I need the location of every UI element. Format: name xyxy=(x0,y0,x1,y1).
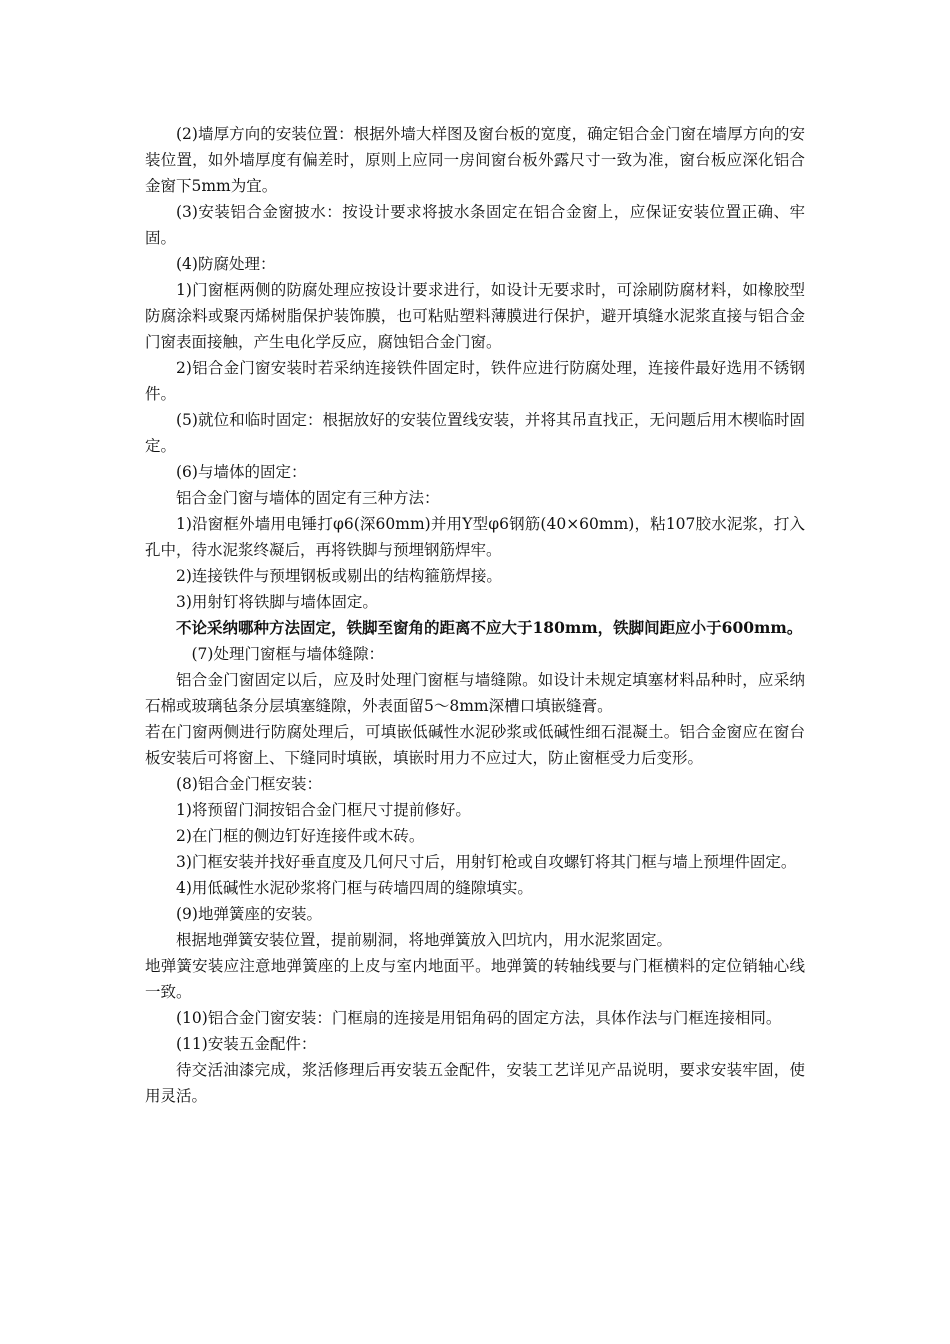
paragraph: 待交活油漆完成，浆活修理后再安装五金配件，安装工艺详见产品说明，要求安装牢固，使用灵活。 xyxy=(145,1061,805,1105)
paragraph: 铝合金门窗与墙体的固定有三种方法： xyxy=(176,489,440,507)
paragraph-emphasis: 不论采纳哪种方法固定，铁脚至窗角的距离不应大于180mm，铁脚间距应小于600mm。 xyxy=(176,618,803,637)
paragraph: 1)将预留门洞按铝合金门框尺寸提前修好。 xyxy=(176,801,471,819)
paragraph: 1)门窗框两侧的防腐处理应按设计要求进行，如设计无要求时，可涂刷防腐材料，如橡胶型防腐涂料或聚丙烯树脂保护装饰膜，也可粘贴塑料薄膜进行保护，避开填缝水泥浆直接与铝合金门窗表面接触，产生电化学反应，腐蚀铝合金门窗。 xyxy=(145,281,805,351)
paragraph: (7)处理门窗框与墙体缝隙： xyxy=(191,645,384,663)
paragraph: (5)就位和临时固定：根据放好的安装位置线安装，并将其吊直找正，无问题后用木楔临时固定。 xyxy=(145,411,805,455)
document-body xyxy=(145,121,805,1109)
paragraph: 2)在门框的侧边钉好连接件或木砖。 xyxy=(176,827,425,845)
paragraph: (11)安装五金配件： xyxy=(176,1035,317,1053)
paragraph: (2)墙厚方向的安装位置：根据外墙大样图及窗台板的宽度，确定铝合金门窗在墙厚方向的安装位置，如外墙厚度有偏差时，原则上应同一房间窗台板外露尺寸一致为准，窗台板应深化铝合金窗下5mm为宜。 xyxy=(145,125,805,195)
paragraph: 4)用低碱性水泥砂浆将门框与砖墙四周的缝隙填实。 xyxy=(176,879,533,897)
paragraph: (6)与墙体的固定： xyxy=(176,463,307,481)
paragraph: (9)地弹簧座的安装。 xyxy=(176,905,322,923)
paragraph: 铝合金门窗固定以后，应及时处理门窗框与墙缝隙。如设计未规定填塞材料品种时，应采纳石棉或玻璃毡条分层填塞缝隙，外表面留5～8mm深槽口填嵌缝膏。 xyxy=(145,671,805,715)
paragraph: (10)铝合金门窗安装：门框扇的连接是用铝角码的固定方法，具体作法与门框连接相同。 xyxy=(176,1009,782,1027)
paragraph: 1)沿窗框外墙用电锤打φ6(深60mm)并用Y型φ6钢筋(40×60mm)，粘107胶水泥浆，打入孔中，待水泥浆终凝后，再将铁脚与预埋钢筋焊牢。 xyxy=(145,515,805,559)
paragraph: 根据地弹簧安装位置，提前剔洞，将地弹簧放入凹坑内，用水泥浆固定。 xyxy=(176,931,673,949)
paragraph: 2)铝合金门窗安装时若采纳连接铁件固定时，铁件应进行防腐处理，连接件最好选用不锈钢件。 xyxy=(145,359,805,403)
paragraph: 若在门窗两侧进行防腐处理后，可填嵌低碱性水泥砂浆或低碱性细石混凝土。铝合金窗应在窗台板安装后可将窗上、下缝同时填嵌，填嵌时用力不应过大，防止窗框受力后变形。 xyxy=(145,723,805,767)
paragraph: 地弹簧安装应注意地弹簧座的上皮与室内地面平。地弹簧的转轴线要与门框横料的定位销轴心线一致。 xyxy=(145,957,805,1001)
paragraph: 3)用射钉将铁脚与墙体固定。 xyxy=(176,593,378,611)
paragraph: (4)防腐处理： xyxy=(176,255,276,273)
paragraph: 3)门框安装并找好垂直度及几何尺寸后，用射钉枪或自攻螺钉将其门框与墙上预埋件固定。 xyxy=(176,853,797,871)
paragraph: (8)铝合金门框安装： xyxy=(176,775,322,793)
paragraph: 2)连接铁件与预埋钢板或剔出的结构箍筋焊接。 xyxy=(176,567,502,585)
paragraph: (3)安装铝合金窗披水：按设计要求将披水条固定在铝合金窗上，应保证安装位置正确、牢固。 xyxy=(145,203,805,247)
